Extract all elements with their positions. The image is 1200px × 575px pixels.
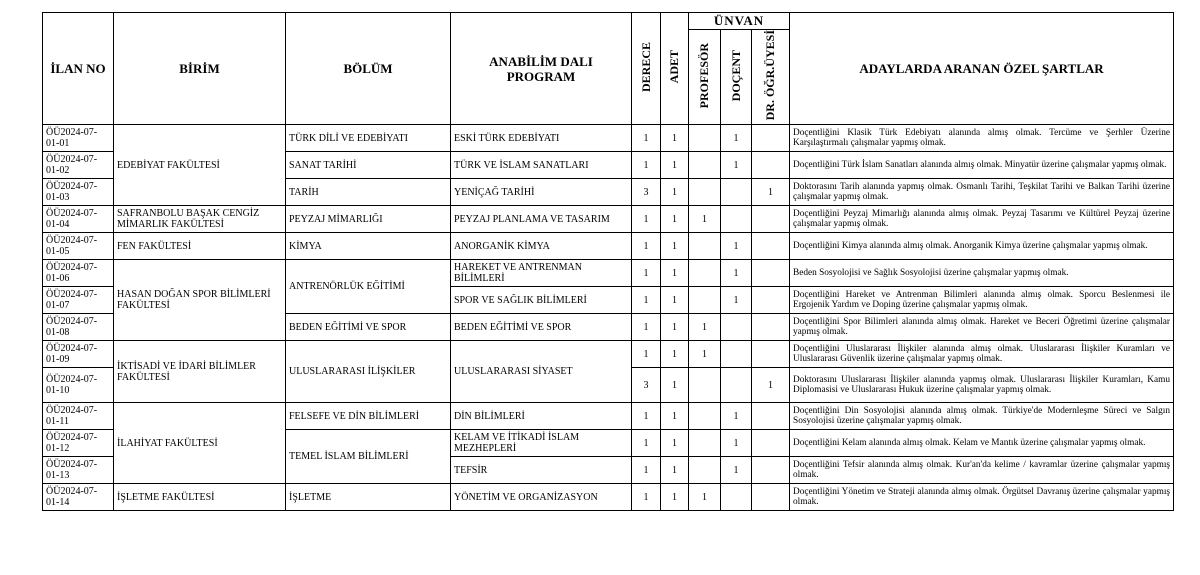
requirements-cell: Doktorasını Tarih alanında yapmış olmak. Osmanlı Tarihi, Teşkilat Tarihi ve Balkan Tarihi üzerine çalışmalar yapmış olmak.	[790, 179, 1174, 206]
table-row	[43, 403, 1174, 430]
header-derece: DERECE	[632, 13, 661, 125]
adet-cell: 1	[661, 233, 689, 260]
requirements-cell: Doktorasını Uluslararası İlişkiler alanında yapmış olmak. Uluslararası İlişkiler Kuramları, Kamu Diplomasisi ve Uluslararası Hukuk üzerine çalışmalar yapmış olmak.	[790, 368, 1174, 403]
profesor-cell	[689, 125, 721, 152]
ilan-no-cell: ÖÜ2024-07-01-11	[43, 403, 114, 430]
program-cell: ESKİ TÜRK EDEBİYATI	[451, 125, 632, 152]
program-cell: HAREKET VE ANTRENMAN BİLİMLERİ	[451, 260, 632, 287]
dr-ogr-uyesi-cell	[752, 314, 790, 341]
program-cell: ULUSLARARASI SİYASET	[451, 341, 632, 403]
dr-ogr-uyesi-cell	[752, 287, 790, 314]
requirements-cell: Doçentliğini Tefsir alanında almış olmak. Kur'an'da kelime / kavramlar üzerine çalışmalar yapmış olmak.	[790, 457, 1174, 484]
ilan-no-cell: ÖÜ2024-07-01-03	[43, 179, 114, 206]
derece-cell: 1	[632, 125, 661, 152]
docent-cell: 1	[721, 125, 752, 152]
derece-cell: 1	[632, 233, 661, 260]
program-cell: TÜRK VE İSLAM SANATLARI	[451, 152, 632, 179]
docent-cell	[721, 341, 752, 368]
profesor-cell	[689, 430, 721, 457]
docent-cell	[721, 179, 752, 206]
profesor-cell	[689, 287, 721, 314]
ilan-no-cell: ÖÜ2024-07-01-01	[43, 125, 114, 152]
adet-cell: 1	[661, 152, 689, 179]
ilan-no-cell: ÖÜ2024-07-01-06	[43, 260, 114, 287]
profesor-cell	[689, 233, 721, 260]
adet-cell: 1	[661, 457, 689, 484]
derece-cell: 1	[632, 457, 661, 484]
adet-cell: 1	[661, 403, 689, 430]
docent-cell: 1	[721, 403, 752, 430]
docent-cell	[721, 368, 752, 403]
header-docent: DOÇENT	[721, 30, 752, 125]
adet-cell: 1	[661, 260, 689, 287]
profesor-cell: 1	[689, 341, 721, 368]
header-dr-ogr-uyesi: DR. ÖĞR.ÜYESİ	[752, 30, 790, 125]
header-profesor: PROFESÖR	[689, 30, 721, 125]
program-cell: YÖNETİM VE ORGANİZASYON	[451, 484, 632, 511]
ilan-no-cell: ÖÜ2024-07-01-05	[43, 233, 114, 260]
ilan-no-cell: ÖÜ2024-07-01-12	[43, 430, 114, 457]
table-row	[43, 484, 1174, 511]
docent-cell	[721, 314, 752, 341]
bolum-cell: FELSEFE VE DİN BİLİMLERİ	[286, 403, 451, 430]
derece-cell: 1	[632, 314, 661, 341]
header-birim: BİRİM	[114, 13, 286, 125]
ilan-no-cell: ÖÜ2024-07-01-02	[43, 152, 114, 179]
adet-cell: 1	[661, 430, 689, 457]
table-row	[43, 260, 1174, 287]
bolum-cell: TARİH	[286, 179, 451, 206]
birim-cell: HASAN DOĞAN SPOR BİLİMLERİ FAKÜLTESİ	[114, 260, 286, 341]
profesor-cell: 1	[689, 206, 721, 233]
bolum-cell: SANAT TARİHİ	[286, 152, 451, 179]
header-ozel-sartlar: ADAYLARDA ARANAN ÖZEL ŞARTLAR	[790, 13, 1174, 125]
adet-cell: 1	[661, 125, 689, 152]
requirements-cell: Doçentliğini Din Sosyolojisi alanında almış olmak. Türkiye'de Modernleşme Süreci ve Salgın Sosyolojisi üzerine çalışmalar yapmış olmak.	[790, 403, 1174, 430]
dr-ogr-uyesi-cell: 1	[752, 179, 790, 206]
derece-cell: 1	[632, 152, 661, 179]
header-ilan-no: İLAN NO	[43, 13, 114, 125]
adet-cell: 1	[661, 206, 689, 233]
program-cell: DİN BİLİMLERİ	[451, 403, 632, 430]
table-row	[43, 206, 1174, 233]
table-row	[43, 233, 1174, 260]
derece-cell: 1	[632, 341, 661, 368]
birim-cell: İLAHİYAT FAKÜLTESİ	[114, 403, 286, 484]
birim-cell: İŞLETME FAKÜLTESİ	[114, 484, 286, 511]
derece-cell: 3	[632, 368, 661, 403]
adet-cell: 1	[661, 341, 689, 368]
docent-cell	[721, 206, 752, 233]
dr-ogr-uyesi-cell	[752, 403, 790, 430]
program-cell: YENİÇAĞ TARİHİ	[451, 179, 632, 206]
birim-cell: SAFRANBOLU BAŞAK CENGİZ MİMARLIK FAKÜLTESİ	[114, 206, 286, 233]
derece-cell: 1	[632, 206, 661, 233]
header-anabilim-dali: ANABİLİM DALI PROGRAM	[451, 13, 632, 125]
dr-ogr-uyesi-cell	[752, 206, 790, 233]
program-cell: SPOR VE SAĞLIK BİLİMLERİ	[451, 287, 632, 314]
bolum-cell: ULUSLARARASI İLİŞKİLER	[286, 341, 451, 403]
derece-cell: 1	[632, 287, 661, 314]
birim-cell: FEN FAKÜLTESİ	[114, 233, 286, 260]
requirements-cell: Doçentliğini Uluslararası İlişkiler alanında almış olmak. Uluslararası İlişkiler Kuramları ve Uluslararası Güvenlik üzerine çalışmalar yapmış olmak.	[790, 341, 1174, 368]
birim-cell: EDEBİYAT FAKÜLTESİ	[114, 125, 286, 206]
adet-cell: 1	[661, 484, 689, 511]
program-cell: ANORGANİK KİMYA	[451, 233, 632, 260]
requirements-cell: Doçentliğini Klasik Türk Edebiyatı alanında almış olmak. Tercüme ve Şerhler Üzerine Karşılaştırmalı çalışmalar yapmış olmak.	[790, 125, 1174, 152]
requirements-cell: Doçentliğini Kimya alanında almış olmak. Anorganik Kimya üzerine çalışmalar yapmış olmak.	[790, 233, 1174, 260]
derece-cell: 1	[632, 484, 661, 511]
program-cell: TEFSİR	[451, 457, 632, 484]
docent-cell: 1	[721, 457, 752, 484]
adet-cell: 1	[661, 314, 689, 341]
ilan-no-cell: ÖÜ2024-07-01-14	[43, 484, 114, 511]
ilan-no-cell: ÖÜ2024-07-01-07	[43, 287, 114, 314]
profesor-cell: 1	[689, 484, 721, 511]
program-cell: BEDEN EĞİTİMİ VE SPOR	[451, 314, 632, 341]
header-unvan: ÜNVAN	[689, 13, 790, 30]
table-row	[43, 341, 1174, 368]
docent-cell: 1	[721, 233, 752, 260]
ilan-no-cell: ÖÜ2024-07-01-13	[43, 457, 114, 484]
dr-ogr-uyesi-cell	[752, 484, 790, 511]
requirements-cell: Doçentliğini Peyzaj Mimarlığı alanında almış olmak. Peyzaj Tasarımı ve Kültürel Peyzaj üzerine çalışmalar yapmış olmak.	[790, 206, 1174, 233]
requirements-cell: Doçentliğini Yönetim ve Strateji alanında almış olmak. Örgütsel Davranış üzerine çalışmalar yapmış olmak.	[790, 484, 1174, 511]
derece-cell: 1	[632, 260, 661, 287]
docent-cell: 1	[721, 430, 752, 457]
docent-cell: 1	[721, 152, 752, 179]
bolum-cell: PEYZAJ MİMARLIĞI	[286, 206, 451, 233]
profesor-cell	[689, 260, 721, 287]
bolum-cell: TÜRK DİLİ VE EDEBİYATI	[286, 125, 451, 152]
ilan-no-cell: ÖÜ2024-07-01-10	[43, 368, 114, 403]
bolum-cell: İŞLETME	[286, 484, 451, 511]
dr-ogr-uyesi-cell	[752, 152, 790, 179]
docent-cell	[721, 484, 752, 511]
adet-cell: 1	[661, 287, 689, 314]
requirements-cell: Doçentliğini Spor Bilimleri alanında almış olmak. Hareket ve Beceri Öğretimi üzerine çalışmalar yapmış olmak.	[790, 314, 1174, 341]
requirements-cell: Doçentliğini Kelam alanında almış olmak. Kelam ve Mantık üzerine çalışmalar yapmış olmak.	[790, 430, 1174, 457]
ilan-no-cell: ÖÜ2024-07-01-09	[43, 341, 114, 368]
derece-cell: 3	[632, 179, 661, 206]
requirements-cell: Doçentliğini Türk İslam Sanatları alanında almış olmak. Minyatür üzerine çalışmalar yapmış olmak.	[790, 152, 1174, 179]
requirements-cell: Beden Sosyolojisi ve Sağlık Sosyolojisi üzerine çalışmalar yapmış olmak.	[790, 260, 1174, 287]
profesor-cell	[689, 179, 721, 206]
dr-ogr-uyesi-cell: 1	[752, 368, 790, 403]
dr-ogr-uyesi-cell	[752, 430, 790, 457]
requirements-cell: Doçentliğini Hareket ve Antrenman Bilimleri alanında almış olmak. Sporcu Beslenmesi ile Ergojenik Yardım ve Doping üzerine çalışmalar yapmış olmak.	[790, 287, 1174, 314]
bolum-cell: TEMEL İSLAM BİLİMLERİ	[286, 430, 451, 484]
program-cell: PEYZAJ PLANLAMA VE TASARIM	[451, 206, 632, 233]
job-listing-table	[42, 12, 1174, 511]
profesor-cell	[689, 403, 721, 430]
bolum-cell: KİMYA	[286, 233, 451, 260]
birim-cell: İKTİSADİ VE İDARİ BİLİMLER FAKÜLTESİ	[114, 341, 286, 403]
ilan-no-cell: ÖÜ2024-07-01-04	[43, 206, 114, 233]
header-bolum: BÖLÜM	[286, 13, 451, 125]
dr-ogr-uyesi-cell	[752, 341, 790, 368]
dr-ogr-uyesi-cell	[752, 125, 790, 152]
dr-ogr-uyesi-cell	[752, 233, 790, 260]
docent-cell: 1	[721, 260, 752, 287]
dr-ogr-uyesi-cell	[752, 260, 790, 287]
profesor-cell	[689, 457, 721, 484]
derece-cell: 1	[632, 430, 661, 457]
program-cell: KELAM VE İTİKADİ İSLAM MEZHEPLERİ	[451, 430, 632, 457]
adet-cell: 1	[661, 179, 689, 206]
bolum-cell: ANTRENÖRLÜK EĞİTİMİ	[286, 260, 451, 314]
adet-cell: 1	[661, 368, 689, 403]
profesor-cell	[689, 152, 721, 179]
profesor-cell: 1	[689, 314, 721, 341]
derece-cell: 1	[632, 403, 661, 430]
dr-ogr-uyesi-cell	[752, 457, 790, 484]
docent-cell: 1	[721, 287, 752, 314]
bolum-cell: BEDEN EĞİTİMİ VE SPOR	[286, 314, 451, 341]
profesor-cell	[689, 368, 721, 403]
ilan-no-cell: ÖÜ2024-07-01-08	[43, 314, 114, 341]
header-adet: ADET	[661, 13, 689, 125]
table-row	[43, 125, 1174, 152]
